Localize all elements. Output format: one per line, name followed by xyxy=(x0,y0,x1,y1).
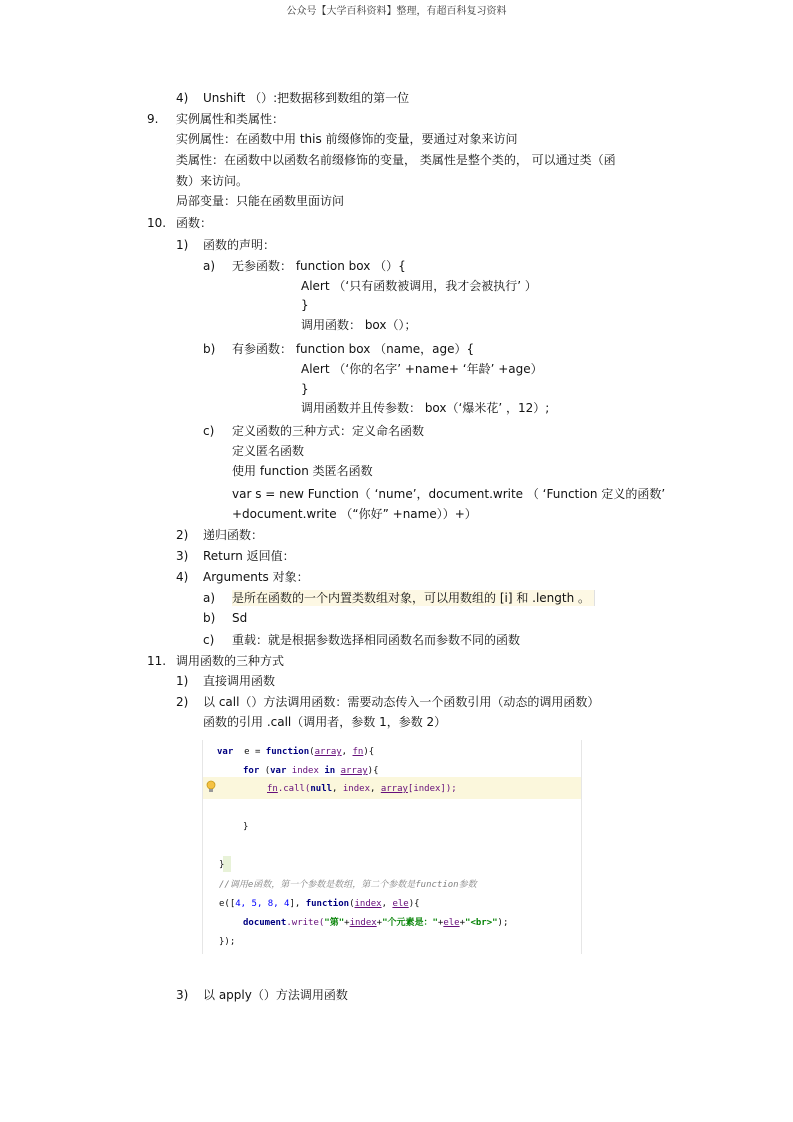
text-line: 类属性：在函数中以函数名前缀修饰的变量， 类属性是整个类的， 可以通过类（函 xyxy=(176,153,616,167)
list-marker: 4) xyxy=(176,570,189,584)
list-marker: 2) xyxy=(176,695,189,709)
list-marker: b) xyxy=(203,342,216,356)
text-line: Alert （‘只有函数被调用，我才会被执行’ ） xyxy=(301,279,537,293)
text-line: 调用函数： box（）； xyxy=(301,318,417,332)
text-line: } xyxy=(301,298,309,312)
text-line: 实例属性和类属性： xyxy=(176,112,285,126)
list-marker: 11. xyxy=(147,654,167,668)
text-line: 定义匿名函数 xyxy=(232,444,305,458)
list-marker: a) xyxy=(203,259,216,273)
text-line: 直接调用函数 xyxy=(203,674,276,688)
text-line: 以 apply（）方法调用函数 xyxy=(203,988,348,1002)
text-line: 有参函数： function box （name，age）{ xyxy=(232,342,475,356)
list-marker: 10. xyxy=(147,216,167,230)
list-marker: 3) xyxy=(176,988,189,1002)
text-line: 局部变量：只能在函数里面访问 xyxy=(176,194,345,208)
list-marker: 1) xyxy=(176,674,189,688)
code-screenshot xyxy=(202,740,582,954)
text-line: 重载：就是根据参数选择相同函数名而参数不同的函数 xyxy=(232,633,521,647)
code-line-5: } xyxy=(219,860,225,870)
list-marker: c) xyxy=(203,633,215,647)
list-marker: 3) xyxy=(176,549,189,563)
code-line-8: document.write("第"+index+"个元素是："+ele+"<br>"); xyxy=(243,918,509,928)
text-line: 是所在函数的一个内置类数组对象，可以用数组的 [i] 和 .length 。 xyxy=(232,590,595,606)
code-line-6: //调用e函数，第一个参数是数组，第二个参数是function参数 xyxy=(219,880,477,890)
code-line-7: e([4, 5, 8, 4], function(index, ele){ xyxy=(219,899,420,909)
list-marker: a) xyxy=(203,591,216,605)
text-line: 以 call（）方法调用函数：需要动态传入一个函数引用（动态的调用函数） xyxy=(203,695,600,709)
code-line-9: }); xyxy=(219,937,236,947)
text-line: Sd xyxy=(232,611,248,625)
text-line: 函数的声明： xyxy=(203,238,276,252)
list-marker: 2) xyxy=(176,528,189,542)
text-line: 调用函数的三种方式 xyxy=(176,654,285,668)
text-line: 使用 function 类匿名函数 xyxy=(232,464,373,478)
text-line: 递归函数： xyxy=(203,528,264,542)
text-line: Return 返回值： xyxy=(203,549,295,563)
page-header: 公众号【大学百科资料】整理，有超百科复习资料 xyxy=(286,6,507,17)
text-line: 实例属性：在函数中用 this 前缀修饰的变量，要通过对象来访问 xyxy=(176,132,518,146)
text-line: Unshift （）:把数据移到数组的第一位 xyxy=(203,91,410,105)
text-line: Alert （‘你的名字’ +name+ ‘年龄’ +age） xyxy=(301,362,543,376)
code-line-2: for (var index in array){ xyxy=(243,766,379,776)
text-line: +document.write （“你好” +name））+） xyxy=(232,507,477,521)
list-marker: 9. xyxy=(147,112,159,126)
text-line: 调用函数并且传参数： box（‘爆米花’ ，12）; xyxy=(301,401,550,415)
list-marker: c) xyxy=(203,424,215,438)
text-line: 无参函数： function box （）{ xyxy=(232,259,406,273)
list-marker: 1) xyxy=(176,238,189,252)
lightbulb-icon xyxy=(206,780,216,794)
list-marker: b) xyxy=(203,611,216,625)
text-line: 定义函数的三种方式：定义命名函数 xyxy=(232,424,425,438)
list-marker: 4) xyxy=(176,91,189,105)
text-line: 函数： xyxy=(176,216,213,230)
text-line: } xyxy=(301,382,309,396)
text-line: Arguments 对象： xyxy=(203,570,309,584)
text-line: 数）来访问。 xyxy=(176,174,249,188)
code-line-4: } xyxy=(243,822,249,832)
text-line: 函数的引用 .call（调用者，参数 1，参数 2） xyxy=(203,715,447,729)
code-line-1: var e = function(array, fn){ xyxy=(217,747,375,757)
code-line-3: fn.call(null, index, array[index]); xyxy=(267,784,457,794)
text-line: var s = new Function（ ‘nume’，document.write （ ‘Function 定义的函数’ xyxy=(232,487,666,501)
